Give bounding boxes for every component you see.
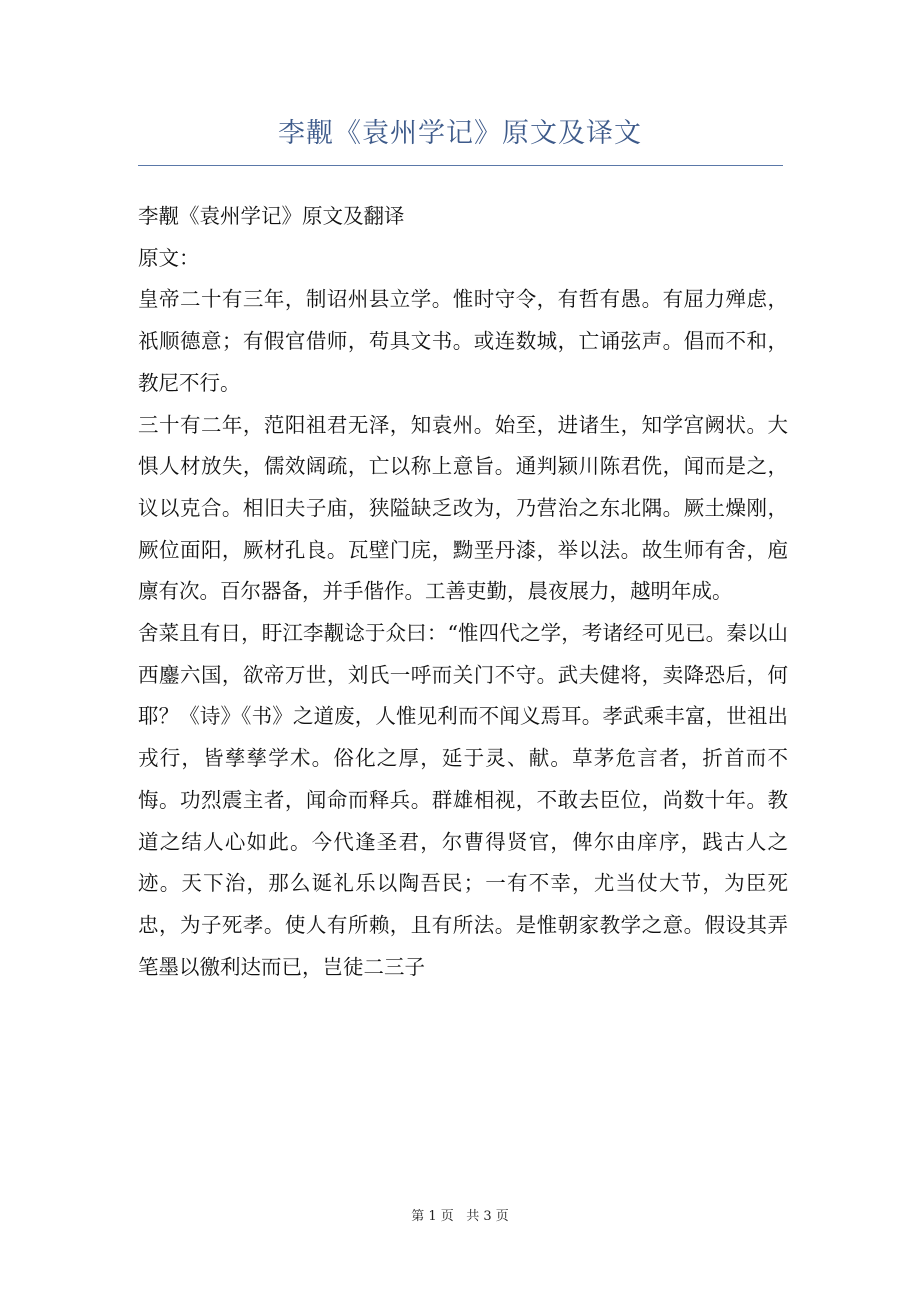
body-paragraph-3: 舍菜且有日，盱江李觏谂于众曰：“惟四代之学，考诸经可见已。秦以山西鏖六国，欲帝万世，刘氏一呼而关门不守。武夫健将，卖降恐后，何耶？《诗》《书》之道废，人惟见利而不闻义焉耳。孝武乘丰富，世祖出戎行，皆孳孳学术。俗化之厚，延于灵、献。草茅危言者，折首而不悔。功烈震主者，闻命而释兵。群雄相视，不敢去臣位，尚数十年。教道之结人心如此。今代逢圣君，尔曹得贤官，俾尔由庠序，践古人之迹。天下治，那么诞礼乐以陶吾民；一有不幸，尤当仗大节，为臣死忠，为子死孝。使人有所赖，且有所法。是惟朝家教学之意。假设其弄笔墨以徼利达而已，岂徒二三子 [138, 621, 788, 979]
document-title: 李觏《袁州学记》原文及译文 [278, 118, 642, 149]
title-underline [138, 165, 783, 166]
subtitle-paragraph: 李觏《袁州学记》原文及翻译 [138, 204, 405, 228]
page-footer: 第 1 页 共 3 页 [411, 1209, 509, 1224]
body-paragraph-2: 三十有二年，范阳祖君无泽，知袁州。始至，进诸生，知学宫阙状。大惧人材放失，儒效阔疏，亡以称上意旨。通判颍川陈君侁，闻而是之，议以克合。相旧夫子庙，狭隘缺乏改为，乃营治之东北隅。厥土燥刚，厥位面阳，厥材孔良。瓦壁门庑，黝垩丹漆，举以法。故生师有舍，庖廪有次。百尔器备，并手偕作。工善吏勤，晨夜展力，越明年成。 [138, 412, 788, 604]
document-body [138, 196, 788, 988]
section-label-original: 原文： [138, 245, 200, 270]
body-paragraph-1: 皇帝二十有三年，制诏州县立学。惟时守令，有哲有愚。有屈力殚虑，祇顺德意；有假官借师，苟具文书。或连数城，亡诵弦声。倡而不和，教尼不行。 [138, 287, 788, 395]
